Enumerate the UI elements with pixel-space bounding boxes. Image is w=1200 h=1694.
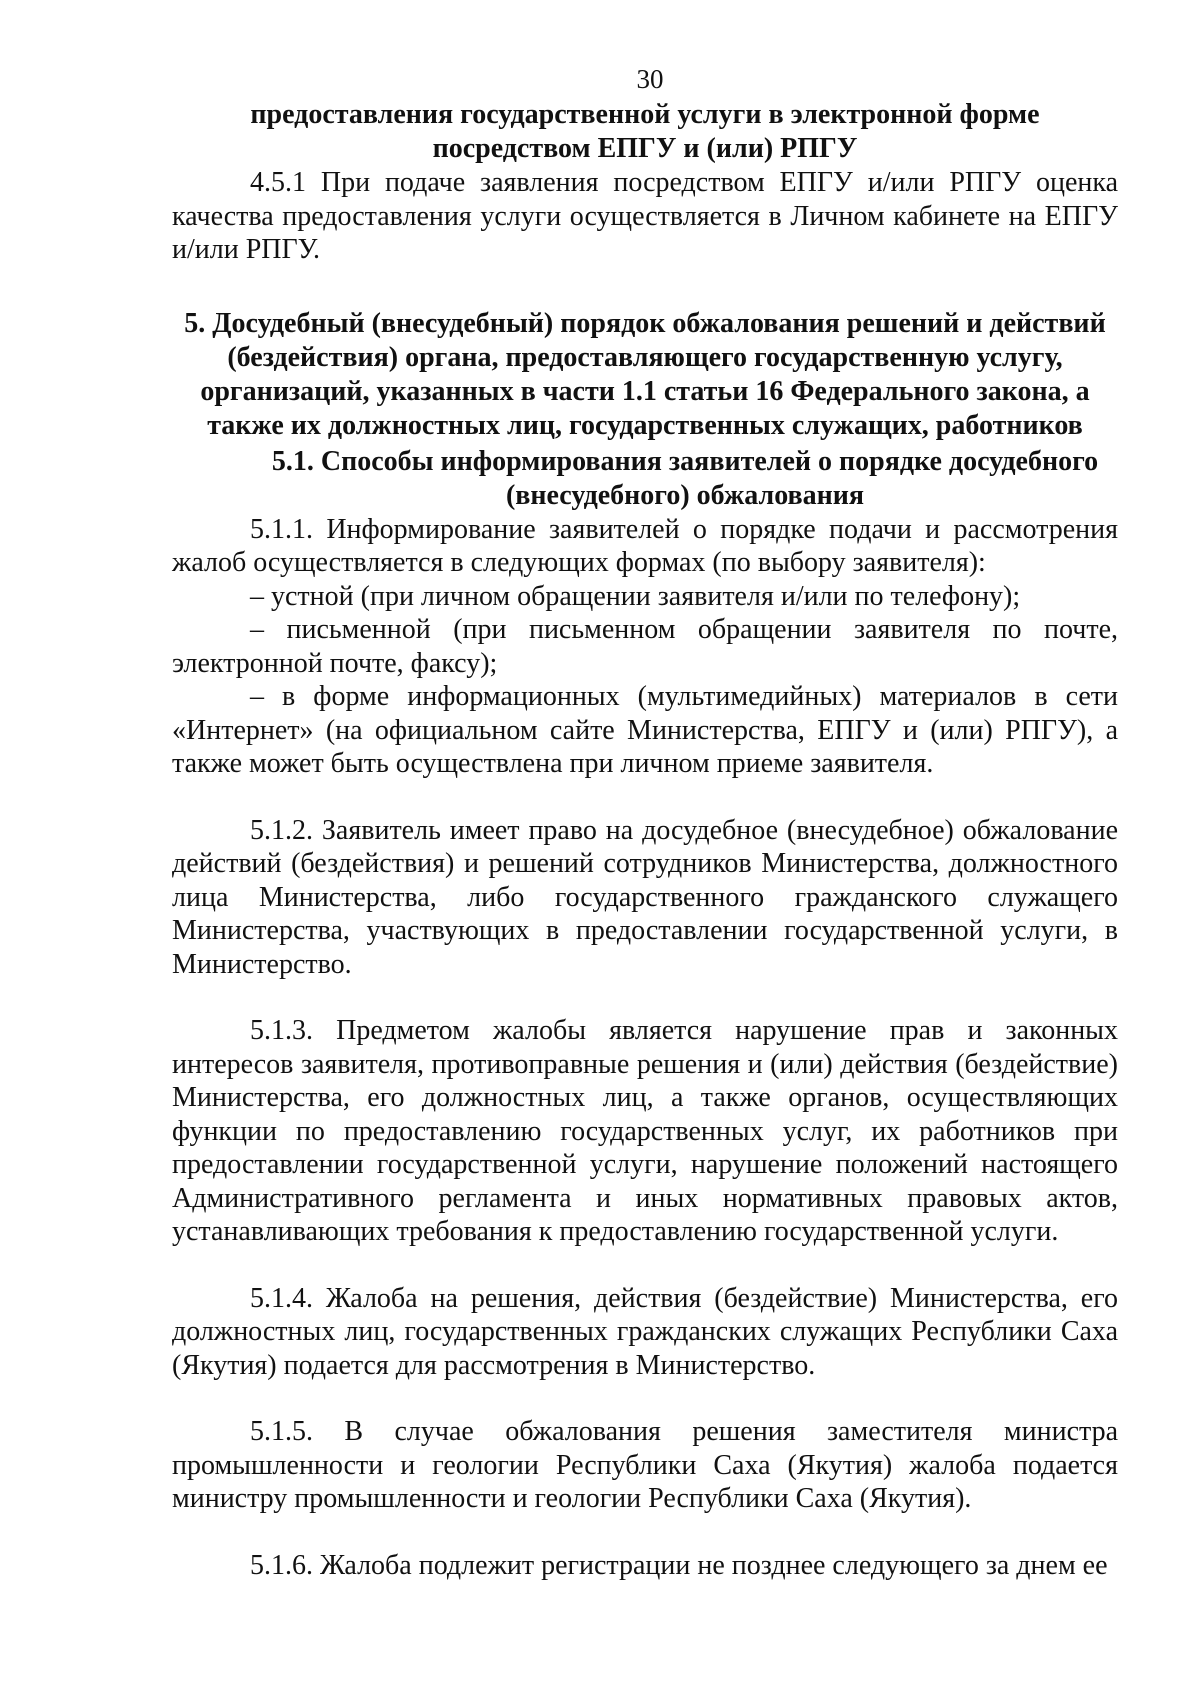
document-page bbox=[172, 62, 1118, 1582]
paragraph-4-5-1: 4.5.1 При подаче заявления посредством ЕПГУ и/или РПГУ оценка качества предоставления услуги осуществляется в Личном кабинете на ЕПГУ и/или РПГУ. bbox=[172, 167, 1118, 265]
paragraph-5-1-3: 5.1.3. Предметом жалобы является нарушение прав и законных интересов заявителя, противоправные решения и (или) действия (бездействие) Министерства, его должностных лиц, а также органов, осуществляющих функции по предоставлению государственных услуг, их работников при предоставлении государственной услуги, нарушение положений настоящего Административного регламента и иных нормативных правовых актов, устанавливающих требования к предоставлению государственной услуги. bbox=[172, 1015, 1118, 1247]
list-item-written: – письменной (при письменном обращении заявителя по почте, электронной почте, факсу); bbox=[172, 614, 1118, 679]
section-5-heading-line-3: организаций, указанных в части 1.1 статьи 16 Федерального закона, а bbox=[200, 375, 1090, 407]
section-4-5-heading-line-1: предоставления государственной услуги в электронной форме bbox=[250, 99, 1040, 130]
paragraph-5-1-6: 5.1.6. Жалоба подлежит регистрации не позднее следующего за днем ее bbox=[250, 1549, 1108, 1581]
section-5-heading-line-2: (бездействия) органа, предоставляющего государственную услугу, bbox=[227, 341, 1063, 373]
section-5-1-heading-line-1: 5.1. Способы информирования заявителей о порядке досудебного bbox=[271, 445, 1099, 477]
section-5-heading-line-4: также их должностных лиц, государственных служащих, работников bbox=[207, 409, 1083, 441]
paragraph-5-1-2: 5.1.2. Заявитель имеет право на досудебное (внесудебное) обжалование действий (бездействия) и решений сотрудников Министерства, должностного лица Министерства, либо государственного гражданского служащего Министерства, участвующих в предоставлении государственной услуги, в Министерство. bbox=[172, 814, 1118, 980]
page-number: 30 bbox=[636, 64, 664, 94]
paragraph-5-1-5: 5.1.5. В случае обжалования решения заместителя министра промышленности и геологии Республики Саха (Якутия) жалоба подается министру промышленности и геологии Республики Саха (Якутия). bbox=[172, 1416, 1118, 1514]
paragraph-5-1-4: 5.1.4. Жалоба на решения, действия (бездействие) Министерства, его должностных лиц, государственных гражданских служащих Республики Саха (Якутия) подается для рассмотрения в Министерство. bbox=[172, 1282, 1118, 1381]
paragraph-5-1-1: 5.1.1. Информирование заявителей о порядке подачи и рассмотрения жалоб осуществляется в следующих формах (по выбору заявителя): bbox=[172, 513, 1118, 578]
section-4-5-heading-line-2: посредством ЕПГУ и (или) РПГУ bbox=[432, 133, 858, 164]
section-5-heading-line-1: 5. Досудебный (внесудебный) порядок обжалования решений и действий bbox=[184, 307, 1106, 339]
section-5-1-heading-line-2: (внесудебного) обжалования bbox=[505, 479, 865, 511]
list-item-oral: – устной (при личном обращении заявителя и/или по телефону); bbox=[250, 580, 1021, 612]
list-item-internet: – в форме информационных (мультимедийных) материалов в сети «Интернет» (на официальном сайте Министерства, ЕПГУ и (или) РПГУ), а также может быть осуществлена при личном приеме заявителя. bbox=[172, 681, 1118, 779]
